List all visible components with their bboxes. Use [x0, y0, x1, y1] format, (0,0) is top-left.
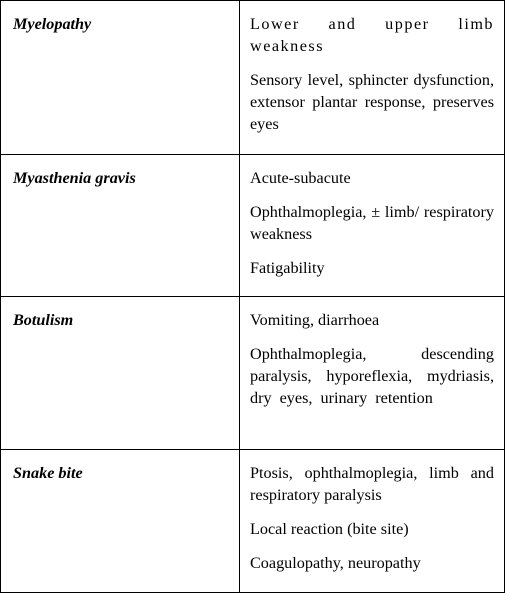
feature-text: Vomiting, diarrhoea: [250, 311, 380, 329]
condition-name: Myasthenia gravis: [13, 169, 136, 187]
condition-cell: [1, 450, 240, 593]
feature-text: Acute-subacute: [250, 169, 351, 187]
feature-text: Sensory level, sphincter dysfunction, extensor plantar response, preserves eyes: [250, 71, 494, 133]
feature-text: Ophthalmoplegia, descending paralysis, hyporeflexia, mydriasis, dry eyes, urinary retention: [250, 345, 494, 407]
table-row-botulism: [1, 297, 505, 450]
condition-name: Botulism: [13, 311, 74, 329]
features-cell: [240, 450, 505, 593]
feature-text: Local reaction (bite site): [250, 520, 409, 538]
feature-text: Ptosis, ophthalmoplegia, limb and respiratory paralysis: [250, 464, 494, 504]
feature-text: Ophthalmoplegia, ± limb/ respiratory weakness: [250, 203, 494, 243]
feature-text: Lower and upper limb weakness: [250, 15, 494, 55]
table-row-myelopathy: [1, 1, 505, 155]
condition-name: Myelopathy: [13, 15, 92, 33]
features-cell: [240, 155, 505, 297]
table-row-snake-bite: [1, 450, 505, 593]
condition-cell: [1, 155, 240, 297]
table-row-myasthenia-gravis: [1, 155, 505, 297]
features-cell: [240, 297, 505, 450]
feature-text: Coagulopathy, neuropathy: [250, 554, 421, 572]
feature-text: Fatigability: [250, 259, 325, 277]
features-cell: [240, 1, 505, 155]
condition-name: Snake bite: [13, 464, 83, 482]
condition-cell: [1, 1, 240, 155]
condition-cell: [1, 297, 240, 450]
